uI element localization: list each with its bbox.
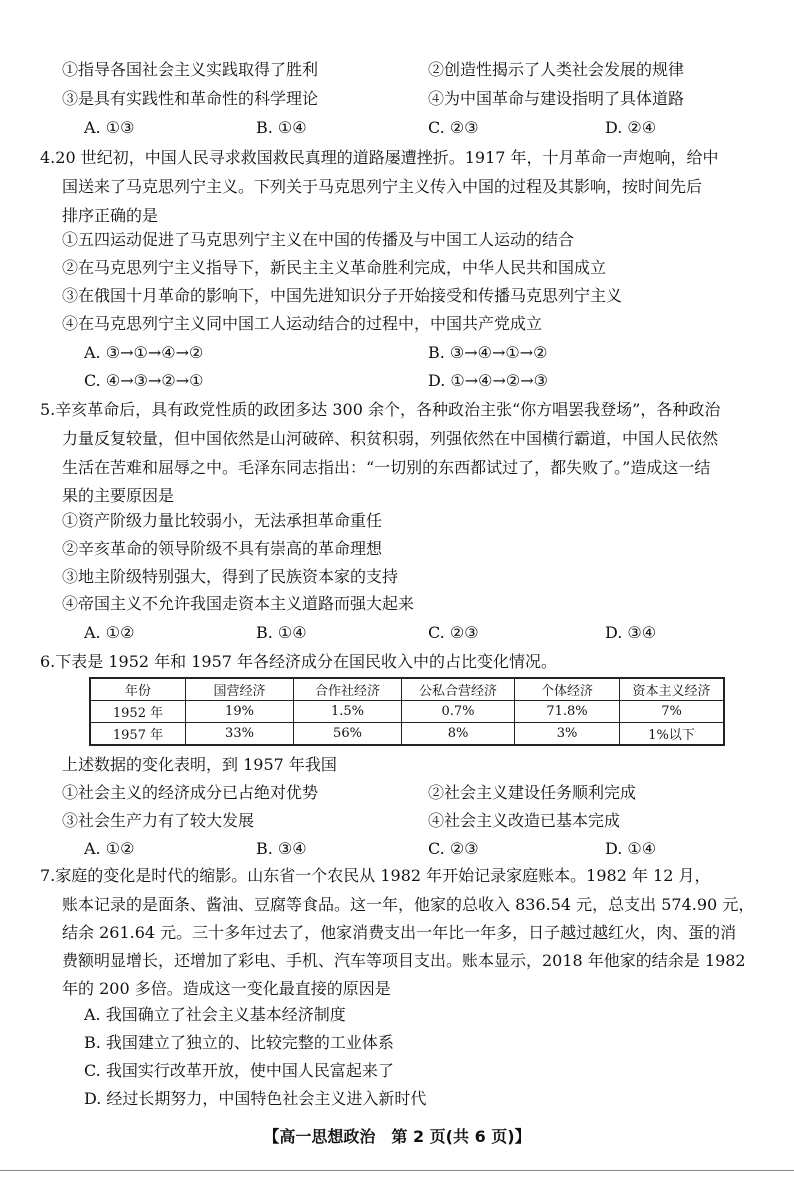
table-cell: 33% <box>186 723 294 746</box>
q5-stem-line-4: 果的主要原因是 <box>62 486 175 505</box>
q5-item-2: ②辛亥革命的领导阶级不具有崇高的革命理想 <box>62 539 383 558</box>
table-header-cell: 个体经济 <box>515 678 620 701</box>
q6-item-4: ④社会主义改造已基本完成 <box>428 811 621 830</box>
scan-edge-line <box>0 1170 794 1171</box>
q5-item-4: ④帝国主义不允许我国走资本主义道路而强大起来 <box>62 594 415 613</box>
q7-stem-line-5: 年的 200 多倍。造成这一变化最直接的原因是 <box>62 979 391 998</box>
table-cell: 3% <box>515 723 620 746</box>
q3-item-3: ③是具有实践性和革命性的科学理论 <box>62 89 319 108</box>
q3-option-a: A. ①③ <box>84 118 135 137</box>
q6-item-1: ①社会主义的经济成分已占绝对优势 <box>62 783 319 802</box>
table-row <box>90 701 724 723</box>
q3-option-d: D. ②④ <box>605 118 657 137</box>
q5-stem-line-1: 5.辛亥革命后，具有政党性质的政团多达 300 余个，各种政治主张“你方唱罢我登场”，各种政治 <box>40 400 721 419</box>
q7-stem-line-2: 账本记录的是面条、酱油、豆腐等食品。这一年，他家的总收入 836.54 元，总支出 574.90 元， <box>62 895 755 914</box>
q7-stem-line-1: 7.家庭的变化是时代的缩影。山东省一个农民从 1982 年开始记录家庭账本。1982 年 12 月， <box>40 866 711 885</box>
table-cell: 1957 年 <box>90 723 186 746</box>
table-cell: 1.5% <box>294 701 402 723</box>
q6-after-table: 上述数据的变化表明，到 1957 年我国 <box>62 755 337 774</box>
q7-stem-line-4: 费额明显增长，还增加了彩电、手机、汽车等项目支出。账本显示，2018 年他家的结余是 1982 <box>62 951 746 970</box>
q5-option-b: B. ①④ <box>256 623 307 642</box>
q6-option-b: B. ③④ <box>256 839 307 858</box>
table-cell: 19% <box>186 701 294 723</box>
table-header-cell: 年份 <box>90 678 186 701</box>
q5-option-c: C. ②③ <box>428 623 479 642</box>
q4-option-d: D. ①→④→②→③ <box>428 371 549 390</box>
q7-option-d: D. 经过长期努力，中国特色社会主义进入新时代 <box>84 1089 427 1108</box>
q4-stem-line-2: 国送来了马克思列宁主义。下列关于马克思列宁主义传入中国的过程及其影响，按时间先后 <box>62 177 703 196</box>
q4-item-1: ①五四运动促进了马克思列宁主义在中国的传播及与中国工人运动的结合 <box>62 230 575 249</box>
table-cell: 71.8% <box>515 701 620 723</box>
q5-item-3: ③地主阶级特别强大，得到了民族资本家的支持 <box>62 567 399 586</box>
q6-item-3: ③社会生产力有了较大发展 <box>62 811 255 830</box>
table-cell: 56% <box>294 723 402 746</box>
table-header-row <box>90 678 724 701</box>
table-header-cell: 合作社经济 <box>294 678 402 701</box>
table-cell: 0.7% <box>402 701 515 723</box>
table-cell: 1952 年 <box>90 701 186 723</box>
q4-option-c: C. ④→③→②→① <box>84 371 204 390</box>
table-cell: 7% <box>620 701 725 723</box>
q4-option-b: B. ③→④→①→② <box>428 343 548 362</box>
q4-stem-line-3: 排序正确的是 <box>62 206 159 225</box>
table-row <box>90 723 724 746</box>
q5-option-d: D. ③④ <box>605 623 657 642</box>
q4-item-2: ②在马克思列宁主义指导下，新民主主义革命胜利完成，中华人民共和国成立 <box>62 258 607 277</box>
q5-stem-line-2: 力量反复较量，但中国依然是山河破碎、积贫积弱，列强依然在中国横行霸道，中国人民依然 <box>62 429 719 448</box>
q3-option-c: C. ②③ <box>428 118 479 137</box>
page-footer: 【高一思想政治 第 2 页(共 6 页)】 <box>263 1127 531 1146</box>
q5-stem-line-3: 生活在苦难和屈辱之中。毛泽东同志指出：“一切别的东西都试过了，都失败了。”造成这一结 <box>62 458 711 477</box>
table-cell: 1%以下 <box>620 723 725 746</box>
q7-option-c: C. 我国实行改革开放，使中国人民富起来了 <box>84 1061 394 1080</box>
q7-option-a: A. 我国确立了社会主义基本经济制度 <box>84 1005 346 1024</box>
q6-stem: 6.下表是 1952 年和 1957 年各经济成分在国民收入中的占比变化情况。 <box>40 652 558 671</box>
q4-option-a: A. ③→①→④→② <box>84 343 204 362</box>
q3-item-4: ④为中国革命与建设指明了具体道路 <box>428 89 685 108</box>
q4-item-3: ③在俄国十月革命的影响下，中国先进知识分子开始接受和传播马克思列宁主义 <box>62 286 623 305</box>
table-cell: 8% <box>402 723 515 746</box>
table-header-cell: 公私合营经济 <box>402 678 515 701</box>
q7-stem-line-3: 结余 261.64 元。三十多年过去了，他家消费支出一年比一年多，日子越过越红火，肉、蛋的消 <box>62 923 737 942</box>
q3-item-2: ②创造性揭示了人类社会发展的规律 <box>428 60 685 79</box>
q5-option-a: A. ①② <box>84 623 135 642</box>
q6-option-a: A. ①② <box>84 839 135 858</box>
q6-item-2: ②社会主义建设任务顺利完成 <box>428 783 637 802</box>
q5-item-1: ①资产阶级力量比较弱小，无法承担革命重任 <box>62 511 383 530</box>
economy-share-table <box>89 677 725 746</box>
q6-option-c: C. ②③ <box>428 839 479 858</box>
q3-option-b: B. ①④ <box>256 118 307 137</box>
q4-item-4: ④在马克思列宁主义同中国工人运动结合的过程中，中国共产党成立 <box>62 314 543 333</box>
q7-option-b: B. 我国建立了独立的、比较完整的工业体系 <box>84 1033 394 1052</box>
q4-stem-line-1: 4.20 世纪初，中国人民寻求救国救民真理的道路屡遭挫折。1917 年，十月革命一声炮响，给中 <box>40 148 719 167</box>
table-header-cell: 国营经济 <box>186 678 294 701</box>
table-header-cell: 资本主义经济 <box>620 678 725 701</box>
q3-item-1: ①指导各国社会主义实践取得了胜利 <box>62 60 319 79</box>
q6-option-d: D. ①④ <box>605 839 657 858</box>
